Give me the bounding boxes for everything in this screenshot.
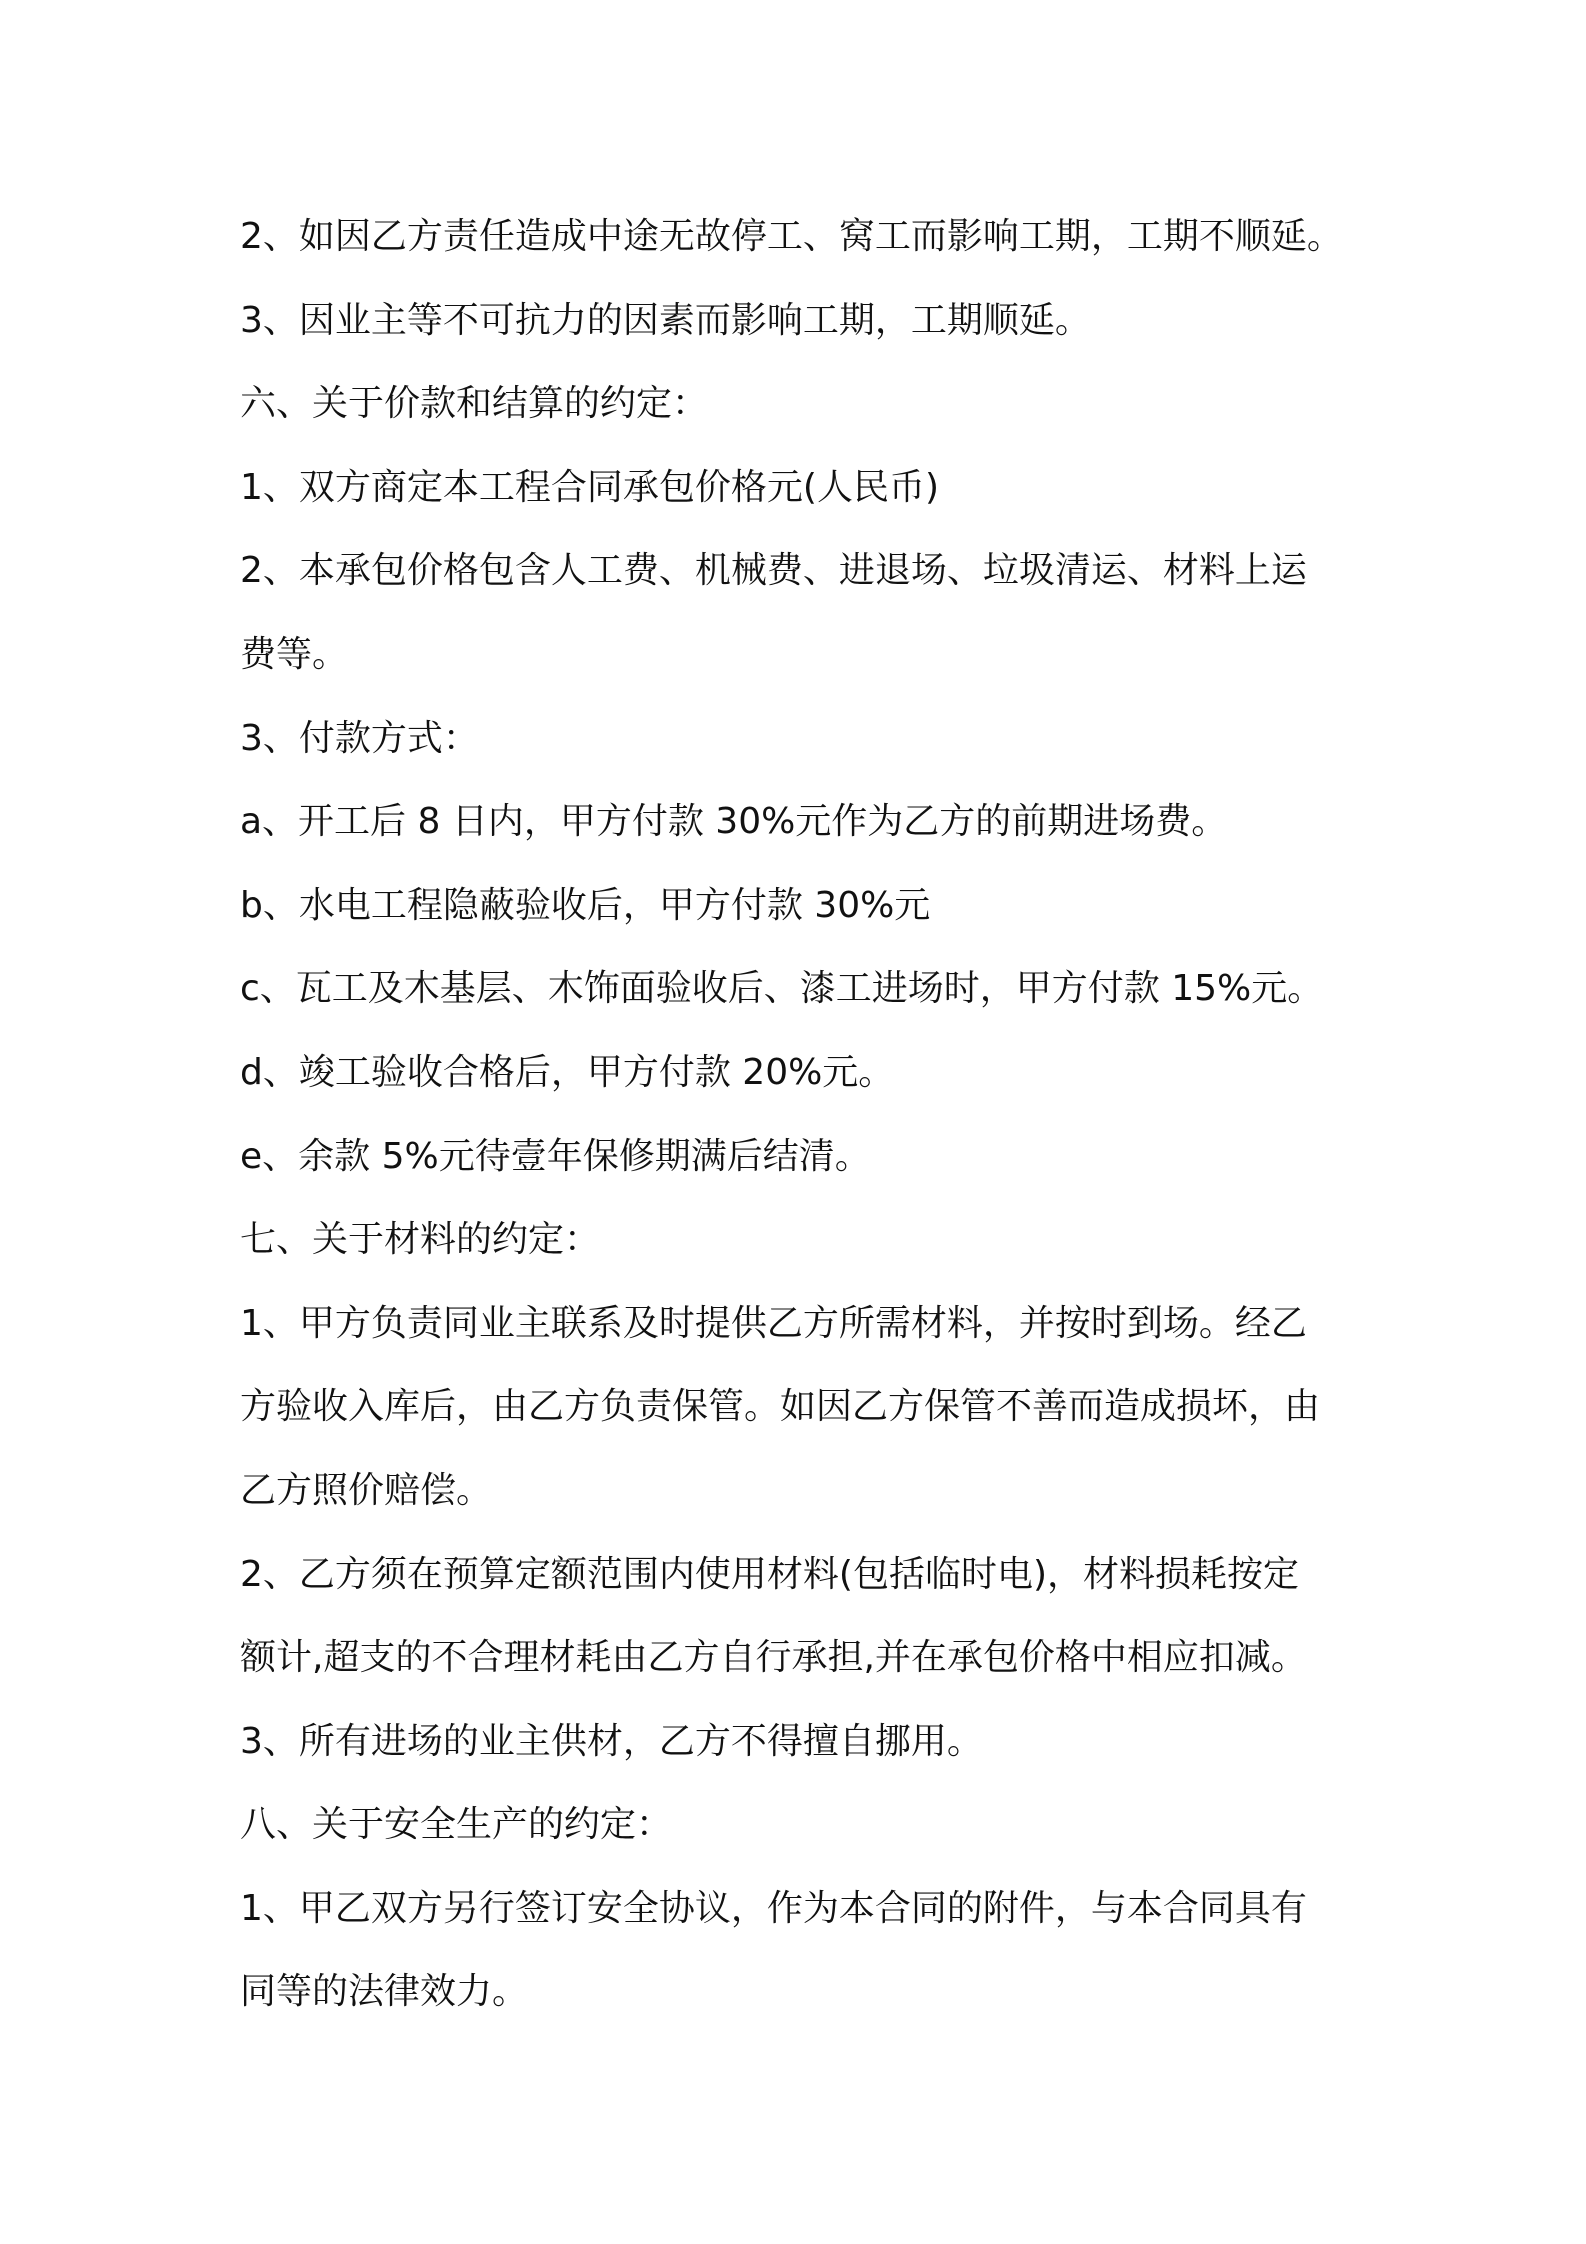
clause-3-force-majeure: 3、因业主等不可抗力的因素而影响工期，工期顺延。	[240, 299, 1091, 341]
clause-1-safety-agreement: 1、甲乙双方另行签订安全协议，作为本合同的附件，与本合同具有	[240, 1887, 1307, 1929]
clause-1-safety-agreement-cont: 同等的法律效力。	[240, 1971, 529, 2013]
payment-item-b: b、水电工程隐蔽验收后，甲方付款 30%元	[240, 884, 931, 926]
clause-1-materials-cont-2: 乙方照价赔偿。	[240, 1469, 493, 1511]
clause-3-payment-method: 3、付款方式：	[240, 717, 479, 759]
clause-2-price-includes-cont: 费等。	[240, 633, 349, 675]
payment-item-d: d、竣工验收合格后，甲方付款 20%元。	[240, 1051, 895, 1093]
clause-2-price-includes: 2、本承包价格包含人工费、机械费、进退场、垃圾清运、材料上运	[240, 550, 1307, 592]
clause-2-material-usage-cont: 额计,超支的不合理材耗由乙方自行承担,并在承包价格中相应扣减。	[240, 1637, 1307, 1679]
clause-3-owner-materials: 3、所有进场的业主供材，乙方不得擅自挪用。	[240, 1720, 983, 1762]
section-7-heading: 七、关于材料的约定：	[240, 1219, 601, 1261]
clause-1-materials: 1、甲方负责同业主联系及时提供乙方所需材料，并按时到场。经乙	[240, 1302, 1307, 1344]
section-6-heading: 六、关于价款和结算的约定：	[240, 383, 709, 425]
payment-item-e: e、余款 5%元待壹年保修期满后结清。	[240, 1135, 871, 1177]
clause-2-material-usage: 2、乙方须在预算定额范围内使用材料(包括临时电)，材料损耗按定	[240, 1553, 1299, 1595]
clause-1-materials-cont: 方验收入库后，由乙方负责保管。如因乙方保管不善而造成损坏，由	[240, 1386, 1321, 1428]
clause-1-contract-price: 1、双方商定本工程合同承包价格元(人民币)	[240, 466, 939, 508]
payment-item-c: c、瓦工及木基层、木饰面验收后、漆工进场时，甲方付款 15%元。	[240, 968, 1324, 1010]
clause-2-delay-responsibility: 2、如因乙方责任造成中途无故停工、窝工而影响工期，工期不顺延。	[240, 216, 1343, 257]
payment-item-a: a、开工后 8 日内，甲方付款 30%元作为乙方的前期进场费。	[240, 801, 1228, 843]
document-body	[240, 195, 1370, 2034]
section-8-heading: 八、关于安全生产的约定：	[240, 1804, 673, 1846]
